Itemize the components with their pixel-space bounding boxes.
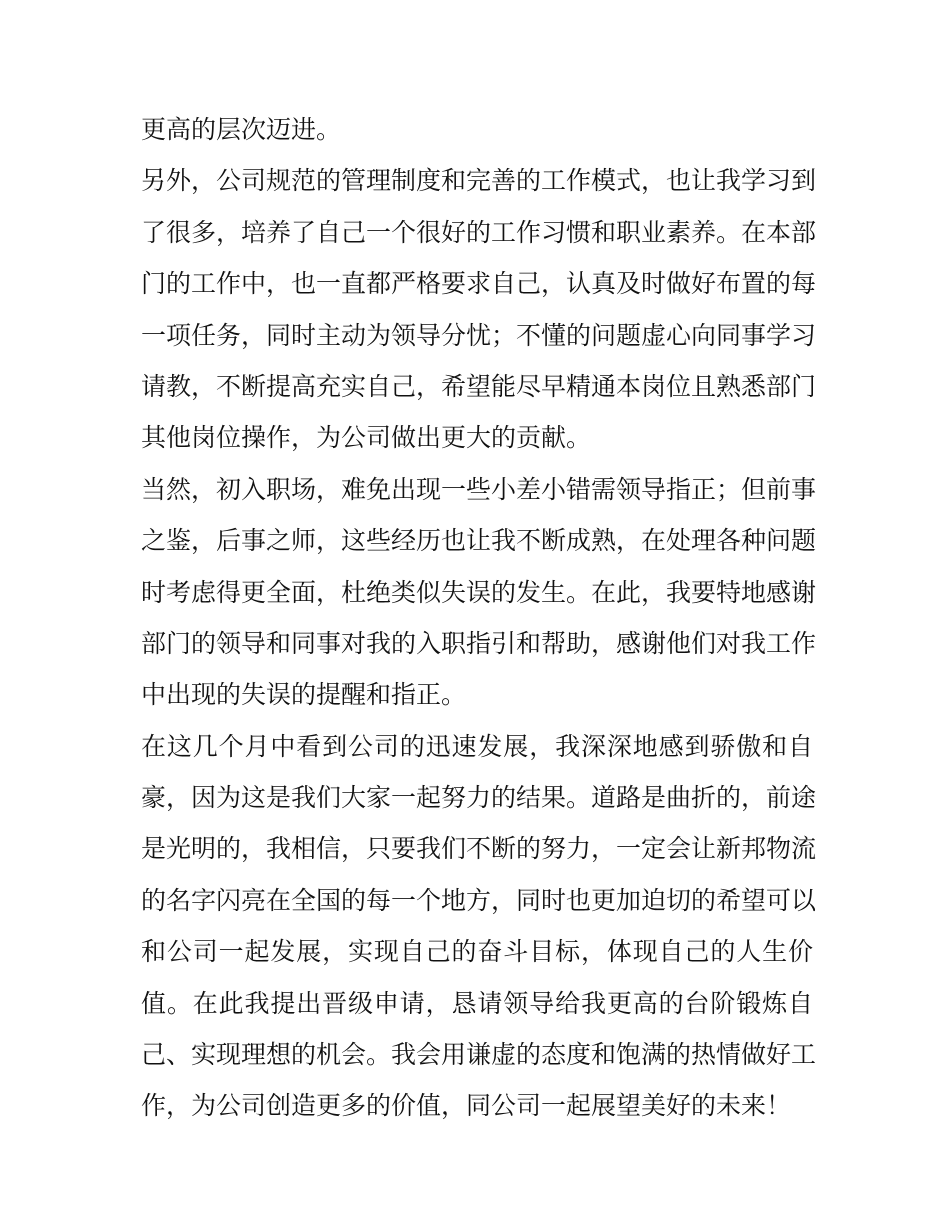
text-line: 另外，公司规范的管理制度和完善的工作模式，也让我学习到	[141, 166, 817, 196]
text-line: 了很多，培养了自己一个很好的工作习惯和职业素养。在本部	[141, 217, 817, 247]
text-line: 中出现的失误的提醒和指正。	[141, 680, 467, 710]
text-line: 当然，初入职场，难免出现一些小差小错需领导指正；但前事	[141, 474, 817, 504]
text-line: 是光明的，我相信，只要我们不断的努力，一定会让新邦物流	[141, 834, 817, 864]
text-line: 己、实现理想的机会。我会用谦虚的态度和饱满的热情做好工	[141, 1040, 817, 1070]
text-line: 值。在此我提出晋级申请，恳请领导给我更高的台阶锻炼自	[141, 988, 813, 1018]
text-line: 作，为公司创造更多的价值，同公司一起展望美好的未来！	[141, 1091, 792, 1121]
text-line: 部门的领导和同事对我的入职指引和帮助，感谢他们对我工作	[141, 628, 817, 658]
text-line: 和公司一起发展，实现自己的奋斗目标，体现自己的人生价	[141, 937, 813, 967]
text-line: 更高的层次迈进。	[141, 115, 342, 144]
document-body	[141, 104, 817, 1132]
text-line: 豪，因为这是我们大家一起努力的结果。道路是曲折的，前途	[141, 783, 817, 813]
text-line: 门的工作中，也一直都严格要求自己，认真及时做好布置的每	[141, 269, 817, 299]
text-line: 一项任务，同时主动为领导分忧；不懂的问题虚心向同事学习	[141, 320, 817, 350]
text-line: 之鉴，后事之师，这些经历也让我不断成熟，在处理各种问题	[141, 526, 817, 556]
text-line: 请教，不断提高充实自己，希望能尽早精通本岗位且熟悉部门	[141, 371, 817, 401]
text-line: 时考虑得更全面，杜绝类似失误的发生。在此，我要特地感谢	[141, 577, 817, 607]
text-line: 其他岗位操作，为公司做出更大的贡献。	[141, 423, 592, 453]
text-line: 的名字闪亮在全国的每一个地方，同时也更加迫切的希望可以	[141, 885, 817, 915]
text-line: 在这几个月中看到公司的迅速发展，我深深地感到骄傲和自	[141, 731, 813, 761]
